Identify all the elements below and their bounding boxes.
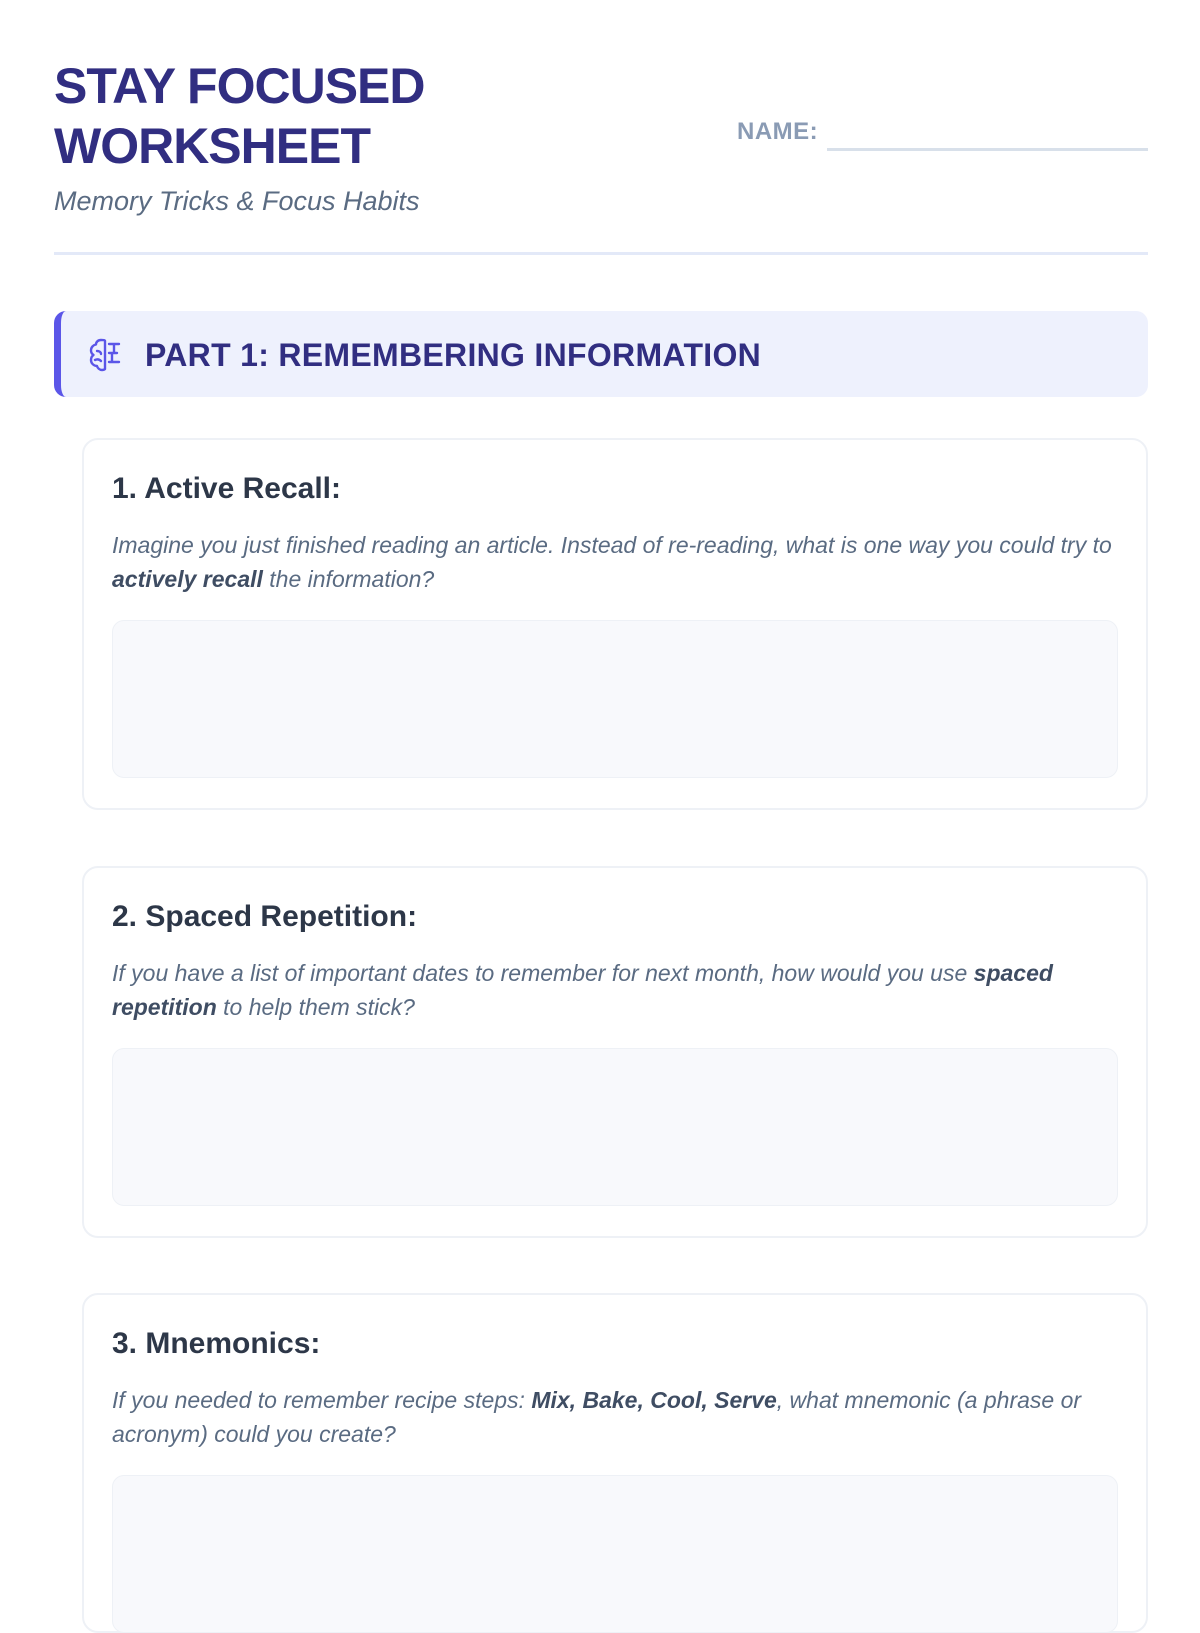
name-label: NAME: [737, 118, 819, 145]
worksheet-title: STAY FOCUSED WORKSHEET [54, 58, 425, 174]
answer-box[interactable] [112, 1475, 1118, 1633]
header-divider [54, 252, 1148, 255]
section-part-1 [54, 311, 1148, 397]
answer-box[interactable] [112, 620, 1118, 778]
question-title: 2. Spaced Repetition: [112, 900, 418, 933]
worksheet-subtitle: Memory Tricks & Focus Habits [54, 186, 420, 216]
question-title: 3. Mnemonics: [112, 1327, 321, 1360]
question-prompt: Imagine you just finished reading an article. Instead of re-reading, what is one way you could try to actively recall the information? [112, 532, 1112, 592]
answer-box[interactable] [112, 1048, 1118, 1206]
question-prompt: If you needed to remember recipe steps: Mix, Bake, Cool, Serve, what mnemonic (a phrase or acronym) could you create? [112, 1387, 1082, 1447]
question-card [82, 866, 1148, 1238]
question-card [82, 1293, 1148, 1633]
brain-icon [85, 334, 125, 374]
worksheet-header [54, 56, 1148, 256]
section-title: PART 1: REMEMBERING INFORMATION [145, 337, 762, 373]
name-field [737, 116, 1148, 156]
question-title: 1. Active Recall: [112, 472, 341, 505]
question-card [82, 438, 1148, 810]
question-prompt: If you have a list of important dates to remember for next month, how would you use spaced repetition to help them stick? [112, 960, 1053, 1020]
name-input-line[interactable] [827, 148, 1148, 151]
